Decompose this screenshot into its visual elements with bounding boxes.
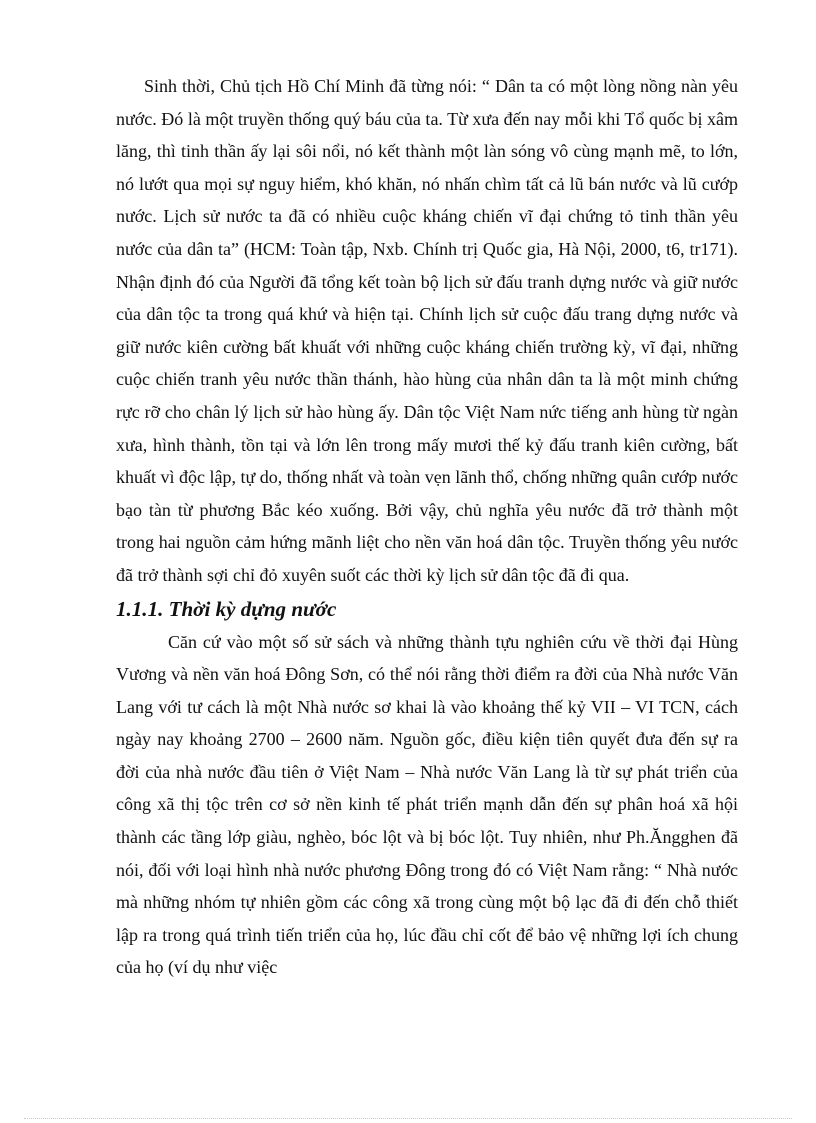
page-bottom-divider: [24, 1118, 792, 1119]
document-body: [116, 70, 738, 984]
paragraph-intro: Sinh thời, Chủ tịch Hồ Chí Minh đã từng nói: “ Dân ta có một lòng nồng nàn yêu nước. Đó là một truyền thống quý báu của ta. Từ xưa đến nay mỗi khi Tổ quốc bị xâm lăng, thì tinh thần ấy lại sôi nổi, nó kết thành một làn sóng vô cùng mạnh mẽ, to lớn, nó lướt qua mọi sự nguy hiểm, khó khăn, nó nhấn chìm tất cả lũ bán nước và lũ cướp nước. Lịch sử nước ta đã có nhiều cuộc kháng chiến vĩ đại chứng tỏ tinh thần yêu nước của dân ta” (HCM: Toàn tập, Nxb. Chính trị Quốc gia, Hà Nội, 2000, t6, tr171). Nhận định đó của Người đã tổng kết toàn bộ lịch sử đấu tranh dựng nước và giữ nước của dân tộc ta trong quá khứ và hiện tại. Chính lịch sử cuộc đấu trang dựng nước và giữ nước kiên cường bất khuất với những cuộc kháng chiến trường kỳ, vĩ đại, những cuộc chiến tranh yêu nước thần thánh, hào hùng của nhân dân ta là một minh chứng rực rỡ cho chân lý lịch sử hào hùng ấy. Dân tộc Việt Nam nức tiếng anh hùng từ ngàn xưa, hình thành, tồn tại và lớn lên trong mấy mươi thế kỷ đấu tranh kiên cường, bất khuất vì độc lập, tự do, thống nhất và toàn vẹn lãnh thổ, chống những quân cướp nước bạo tàn từ phương Bắc kéo xuống. Bởi vậy, chủ nghĩa yêu nước đã trở thành một trong hai nguồn cảm hứng mãnh liệt cho nền văn hoá dân tộc. Truyền thống yêu nước đã trở thành sợi chỉ đỏ xuyên suốt các thời kỳ lịch sử dân tộc đã đi qua.: [116, 76, 738, 585]
paragraph-section-body: Căn cứ vào một số sử sách và những thành tựu nghiên cứu về thời đại Hùng Vương và nền văn hoá Đông Sơn, có thể nói rằng thời điểm ra đời của Nhà nước Văn Lang với tư cách là một Nhà nước sơ khai là vào khoảng thế kỷ VII – VI TCN, cách ngày nay khoảng 2700 – 2600 năm. Nguồn gốc, điều kiện tiên quyết đưa đến sự ra đời của nhà nước đầu tiên ở Việt Nam – Nhà nước Văn Lang là từ sự phát triển của công xã thị tộc trên cơ sở nền kinh tế phát triển mạnh dẫn đến sự phân hoá xã hội thành các tầng lớp giàu, nghèo, bóc lột và bị bóc lột. Tuy nhiên, như Ph.Ăngghen đã nói, đối với loại hình nhà nước phương Đông trong đó có Việt Nam rằng: “ Nhà nước mà những nhóm tự nhiên gồm các công xã trong cùng một bộ lạc đã đi đến chỗ thiết lập ra trong quá trình tiến triển của họ, lúc đầu chỉ cốt để bảo vệ những lợi ích chung của họ (ví dụ như việc: [116, 631, 738, 978]
section-heading: 1.1.1. Thời kỳ dựng nước: [116, 596, 337, 621]
